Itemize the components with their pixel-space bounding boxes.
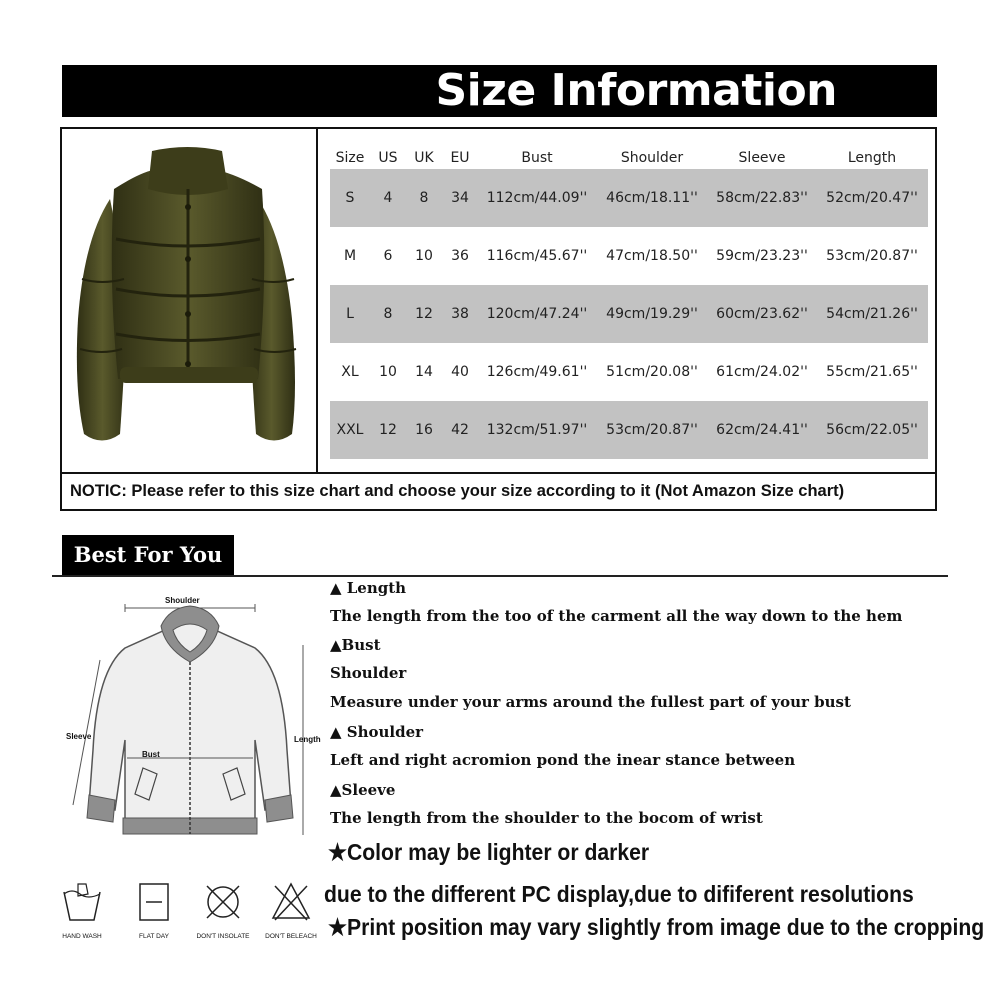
color-note-continued: due to the different PC display,due to dififerent resolutions — [324, 881, 914, 907]
table-cell: 62cm/24.41'' — [708, 401, 816, 459]
table-row — [330, 227, 928, 285]
table-cell: M — [343, 248, 357, 264]
divider — [52, 575, 948, 577]
measurement-diagram — [55, 590, 325, 860]
table-cell: 56cm/22.05'' — [816, 401, 928, 459]
header-uk: UK — [414, 150, 434, 166]
table-cell: 116cm/45.67'' — [486, 248, 588, 264]
table-cell: 61cm/24.02'' — [716, 364, 808, 380]
care-label: DON'T BELEACH — [265, 933, 317, 940]
table-row — [330, 169, 928, 227]
table-cell: 4 — [370, 169, 406, 227]
table-cell: 12 — [406, 285, 442, 343]
table-cell: 36 — [451, 248, 469, 264]
table-cell: 8 — [406, 169, 442, 227]
print-position-note: ★Print position may vary slightly from image due to the cropping — [328, 914, 985, 940]
best-for-you-tag: Best For You — [62, 535, 234, 575]
table-row — [330, 343, 928, 401]
table-cell: 55cm/21.65'' — [826, 364, 918, 380]
table-cell: 14 — [415, 364, 433, 380]
table-cell: 60cm/23.62'' — [708, 285, 816, 343]
header-eu: EU — [450, 150, 470, 166]
table-cell: 6 — [383, 248, 393, 264]
note-sleeve-heading: ▲Sleeve — [330, 781, 396, 799]
table-cell: 47cm/18.50'' — [606, 248, 698, 264]
table-cell: 16 — [406, 401, 442, 459]
table-cell: XXL — [330, 401, 370, 459]
size-notice: NOTIC: Please refer to this size chart and choose your size according to it (Not Amazon Size chart) — [62, 472, 935, 509]
flat-dry-icon — [124, 880, 184, 926]
note-sleeve-text: The length from the shoulder to the bocom of wrist — [330, 809, 763, 827]
header-sleeve: Sleeve — [738, 150, 786, 166]
length-label: Length — [294, 735, 321, 744]
table-cell: 52cm/20.47'' — [816, 169, 928, 227]
color-note: ★Color may be lighter or darker — [328, 839, 650, 865]
sleeve-label: Sleeve — [66, 732, 92, 741]
table-cell: L — [330, 285, 370, 343]
table-cell: 53cm/20.87'' — [596, 401, 708, 459]
table-cell: 42 — [442, 401, 478, 459]
table-cell: 59cm/23.23'' — [716, 248, 808, 264]
table-cell: 51cm/20.08'' — [606, 364, 698, 380]
note-bust-text: Measure under your arms around the fullest part of your bust — [330, 693, 851, 711]
table-cell: 49cm/19.29'' — [596, 285, 708, 343]
table-cell: 53cm/20.87'' — [826, 248, 918, 264]
table-cell: 46cm/18.11'' — [596, 169, 708, 227]
note-shoulder-label: Shoulder — [330, 664, 407, 682]
table-row — [330, 285, 928, 343]
table-cell: 120cm/47.24'' — [478, 285, 596, 343]
header-size: Size — [335, 150, 365, 166]
header-us: US — [378, 150, 398, 166]
size-table-container — [330, 147, 928, 459]
do-not-bleach-icon — [261, 880, 321, 926]
note-length-heading: ▲ Length — [330, 579, 407, 597]
note-shoulder-heading: ▲ Shoulder — [330, 723, 424, 741]
size-table — [330, 147, 928, 459]
header-length: Length — [847, 150, 897, 166]
title-bar — [62, 65, 937, 117]
table-cell: 58cm/22.83'' — [708, 169, 816, 227]
hand-wash-icon — [52, 880, 112, 926]
page-title: Size Information — [435, 65, 837, 116]
table-cell: 126cm/49.61'' — [486, 364, 588, 380]
care-label: HAND WASH — [62, 933, 102, 940]
table-cell: 132cm/51.97'' — [478, 401, 596, 459]
bust-label: Bust — [142, 750, 160, 759]
shoulder-label: Shoulder — [165, 596, 200, 605]
do-not-insolate-icon — [193, 880, 253, 926]
table-header-row — [330, 147, 928, 169]
product-photo-cell — [62, 129, 318, 472]
size-chart-box — [60, 127, 937, 511]
table-cell: 112cm/44.09'' — [478, 169, 596, 227]
note-shoulder-text: Left and right acromion pond the inear stance between — [330, 751, 796, 769]
table-cell: 10 — [379, 364, 397, 380]
care-label: FLAT DAY — [139, 933, 169, 940]
table-row — [330, 401, 928, 459]
table-cell: 34 — [442, 169, 478, 227]
table-cell: XL — [341, 364, 359, 380]
table-cell: 40 — [451, 364, 469, 380]
header-bust: Bust — [521, 150, 553, 166]
table-cell: 8 — [370, 285, 406, 343]
table-cell: 54cm/21.26'' — [816, 285, 928, 343]
table-cell: 38 — [442, 285, 478, 343]
table-cell: 10 — [415, 248, 433, 264]
note-length-text: The length from the too of the carment all the way down to the hem — [330, 607, 903, 625]
care-label: DON'T INSOLATE — [196, 933, 250, 940]
table-cell: 12 — [370, 401, 406, 459]
puffer-jacket-image — [62, 129, 316, 470]
header-shoulder: Shoulder — [620, 150, 684, 166]
note-bust-heading: ▲Bust — [330, 636, 381, 654]
table-cell: S — [330, 169, 370, 227]
